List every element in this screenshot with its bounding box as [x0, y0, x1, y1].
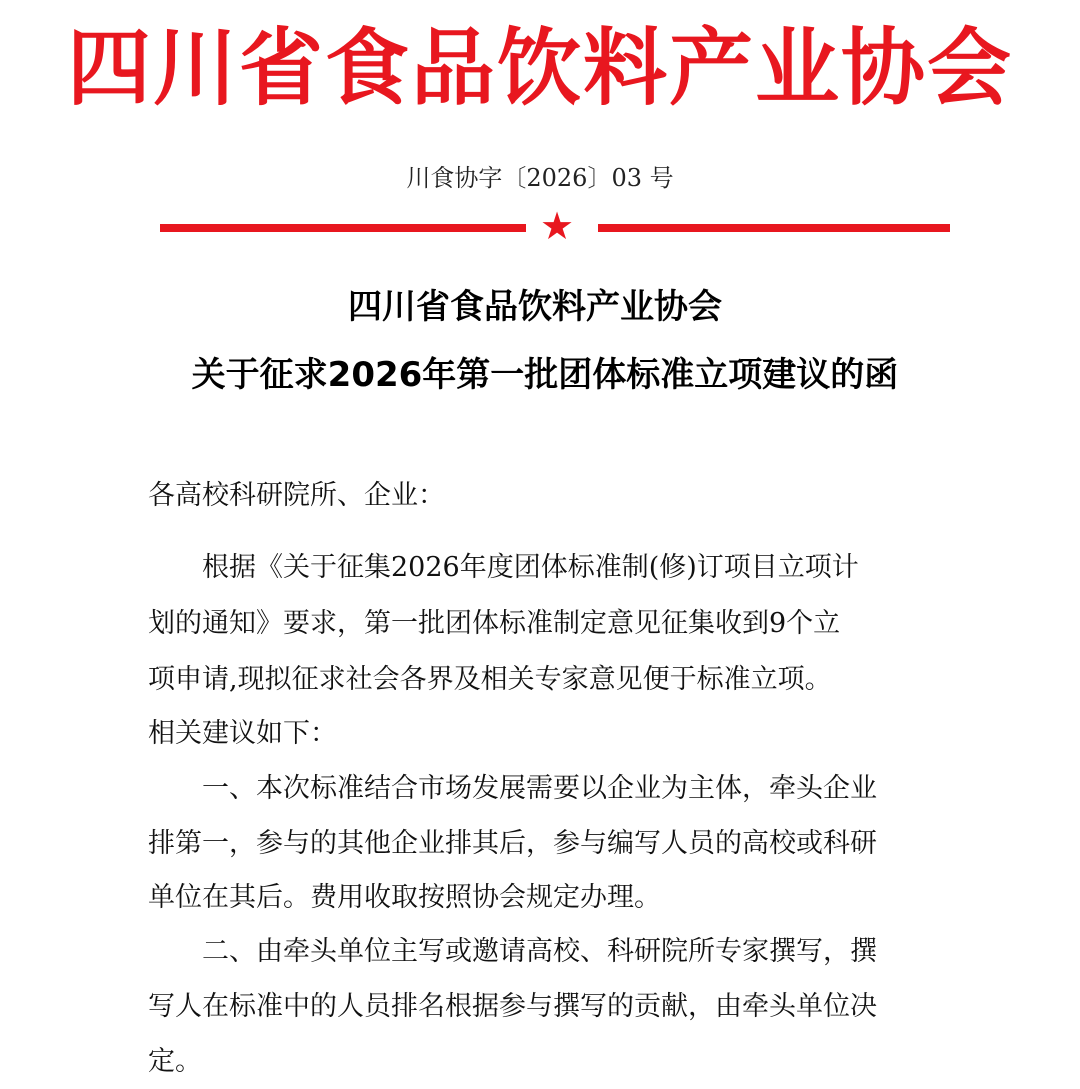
- body-line: 一、本次标准结合市场发展需要以企业为主体，牵头企业: [148, 773, 877, 804]
- body-line: 项申请,现拟征求社会各界及相关专家意见便于标准立项。: [148, 664, 832, 695]
- red-rule-right: [598, 224, 950, 232]
- red-rule-left: [160, 224, 526, 232]
- body-line: 写人在标准中的人员排名根据参与撰写的贡献，由牵头单位决: [148, 991, 877, 1022]
- org-name-header: 四川省食品饮料产业协会: [66, 19, 1013, 117]
- document-number: 川食协字〔2026〕03 号: [406, 164, 674, 192]
- body-line: 相关建议如下：: [148, 718, 337, 749]
- body-line: 划的通知》要求，第一批团体标准制定意见征集收到9个立: [148, 608, 841, 639]
- letter-title-line-1: 四川省食品饮料产业协会: [348, 287, 722, 327]
- salutation: 各高校科研院所、企业：: [148, 480, 445, 511]
- body-line: 二、由牵头单位主写或邀请高校、科研院所专家撰写，撰: [148, 936, 877, 967]
- body-line: 排第一，参与的其他企业排其后，参与编写人员的高校或科研: [148, 828, 877, 859]
- letter-title-line-2: 关于征求2026年第一批团体标准立项建议的函: [191, 355, 899, 395]
- star-icon: ★: [539, 204, 575, 248]
- body-line: 单位在其后。费用收取按照协会规定办理。: [148, 882, 661, 913]
- body-line: 定。: [148, 1046, 202, 1077]
- body-line: 根据《关于征集2026年度团体标准制(修)订项目立项计: [148, 552, 859, 583]
